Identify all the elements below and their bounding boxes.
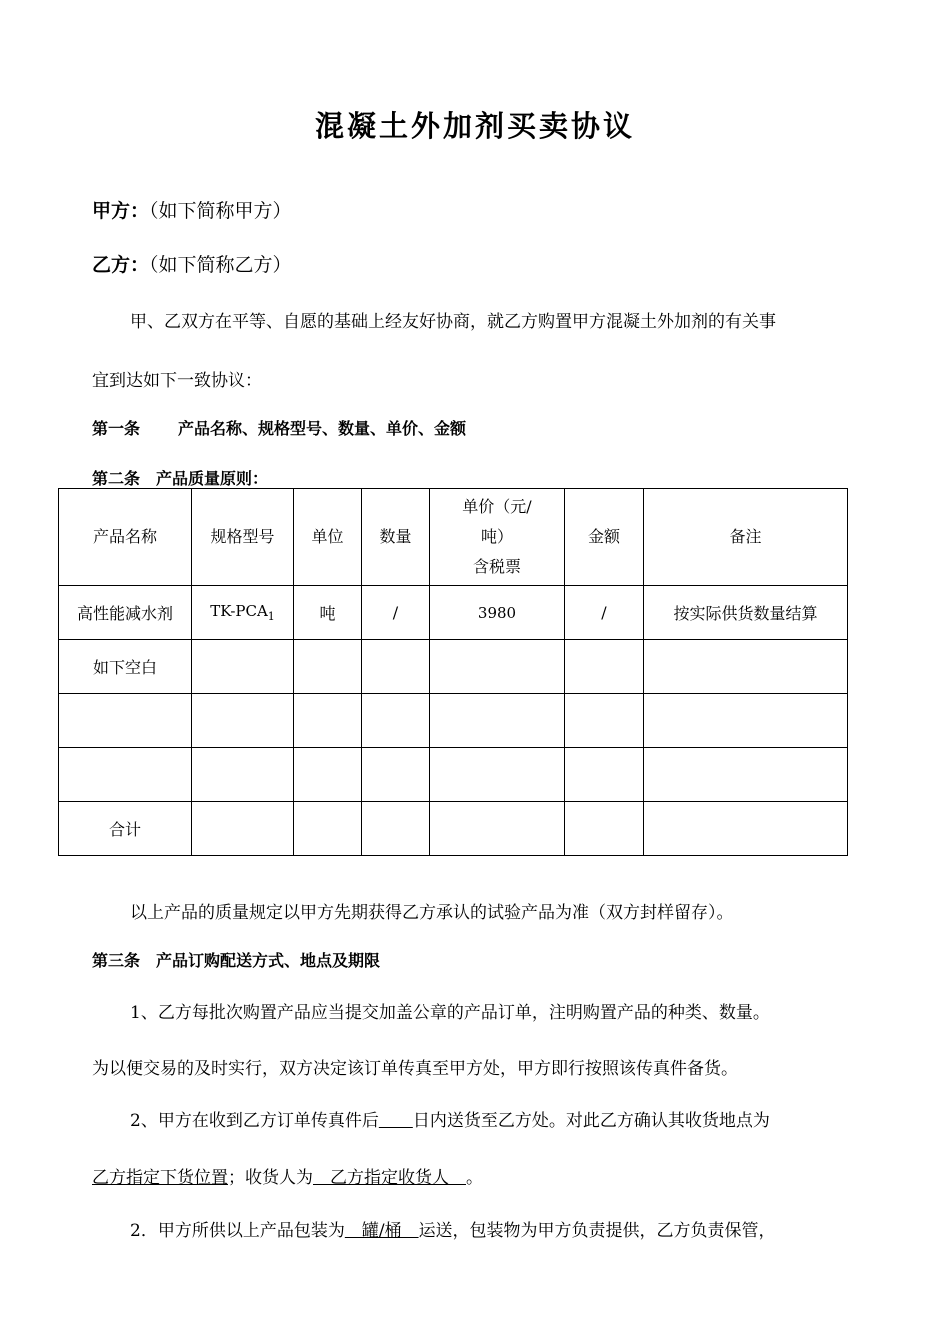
intro-line-2: 宜到达如下一致协议：: [92, 371, 262, 391]
cell-unit: [294, 640, 362, 694]
party-b-line: [92, 250, 292, 277]
table-row: [59, 748, 848, 802]
clause-1-line-1: 1、乙方每批次购置产品应当提交加盖公章的产品订单，注明购置产品的种类、数量。: [130, 1003, 770, 1023]
header-product-name: 产品名称: [59, 489, 192, 586]
party-a-label: 甲方：: [92, 200, 150, 222]
cell-product-name: 合计: [59, 802, 192, 856]
cell-quantity: /: [362, 586, 430, 640]
cell-product-name: [59, 748, 192, 802]
cell-remark: [644, 694, 848, 748]
article-1-heading: [92, 416, 466, 439]
delivery-days-blank: [379, 1111, 413, 1131]
clause-3-suffix: 运送，包装物为甲方负责提供，乙方负责保管，: [418, 1221, 776, 1241]
cell-quantity: [362, 748, 430, 802]
cell-product-name: 高性能减水剂: [59, 586, 192, 640]
article-1-number: 第一条: [92, 419, 141, 438]
article-2-heading: [92, 466, 268, 489]
clause-3-prefix: 2．甲方所供以上产品包装为: [130, 1221, 345, 1241]
party-b-note: （如下简称乙方）: [149, 254, 292, 276]
cell-remark: 按实际供货数量结算: [644, 586, 848, 640]
article-1-title: 产品名称、规格型号、数量、单价、金额: [178, 419, 467, 438]
cell-unit-price: [430, 802, 565, 856]
header-amount: 金额: [565, 489, 644, 586]
cell-spec: [192, 802, 294, 856]
party-a-note: （如下简称甲方）: [149, 200, 292, 222]
clause-2-receiver-line: 乙方指定下货位置；收货人为 乙方指定收货人 。: [92, 1168, 483, 1188]
table-total-row: [59, 802, 848, 856]
cell-amount: [565, 694, 644, 748]
cell-remark: [644, 802, 848, 856]
cell-amount: [565, 748, 644, 802]
cell-unit: [294, 694, 362, 748]
article-2-number: 第二条: [92, 469, 141, 488]
cell-product-name: 如下空白: [59, 640, 192, 694]
header-unit-price: 单价（元/ 吨） 含税票: [430, 489, 565, 586]
article-3-number: 第三条: [92, 951, 141, 970]
cell-amount: [565, 802, 644, 856]
cell-quantity: [362, 802, 430, 856]
cell-spec: [192, 694, 294, 748]
header-remark: 备注: [644, 489, 848, 586]
cell-quantity: [362, 640, 430, 694]
cell-unit: 吨: [294, 586, 362, 640]
packaging-type: 罐/桶: [344, 1221, 419, 1241]
header-unit: 单位: [294, 489, 362, 586]
cell-spec: [192, 640, 294, 694]
cell-unit-price: [430, 748, 565, 802]
receiver-name: 乙方指定收货人: [313, 1168, 466, 1188]
article-3-title: 产品订购配送方式、地点及期限: [156, 951, 381, 970]
cell-amount: /: [565, 586, 644, 640]
clause-3-line: [130, 1216, 776, 1241]
quality-note: 以上产品的质量规定以甲方先期获得乙方承认的试验产品为准（双方封样留存）。: [130, 903, 734, 923]
receiver-label: ；收货人为: [228, 1168, 313, 1188]
delivery-place: 乙方指定下货位置: [92, 1168, 228, 1188]
table-row: [59, 640, 848, 694]
table-row: [59, 694, 848, 748]
table-header-row: [59, 489, 848, 586]
header-quantity: 数量: [362, 489, 430, 586]
cell-product-name: [59, 694, 192, 748]
article-2-title: 产品质量原则：: [156, 469, 269, 488]
product-table: [58, 488, 848, 856]
cell-remark: [644, 640, 848, 694]
clause-2-suffix: 日内送货至乙方处。对此乙方确认其收货地点为: [412, 1111, 770, 1131]
cell-unit-price: 3980: [430, 586, 565, 640]
cell-unit: [294, 748, 362, 802]
header-spec: 规格型号: [192, 489, 294, 586]
clause-2-prefix: 2、甲方在收到乙方订单传真件后: [130, 1111, 379, 1131]
cell-remark: [644, 748, 848, 802]
intro-line-1: 甲、乙双方在平等、自愿的基础上经友好协商，就乙方购置甲方混凝土外加剂的有关事: [130, 312, 776, 332]
cell-spec: $TK-PCA_1$: [192, 586, 294, 640]
party-a-line: [92, 196, 292, 223]
clause-2-line: [130, 1106, 770, 1131]
cell-amount: [565, 640, 644, 694]
cell-unit-price: [430, 694, 565, 748]
article-3-heading: [92, 948, 380, 971]
cell-spec: [192, 748, 294, 802]
cell-unit-price: [430, 640, 565, 694]
cell-quantity: [362, 694, 430, 748]
cell-unit: [294, 802, 362, 856]
party-b-label: 乙方：: [92, 254, 150, 276]
table-row: [59, 586, 848, 640]
document-title: 混凝土外加剂买卖协议: [314, 109, 635, 143]
clause-1-line-2: 为以便交易的及时实行，双方决定该订单传真至甲方处，甲方即行按照该传真件备货。: [92, 1059, 738, 1079]
